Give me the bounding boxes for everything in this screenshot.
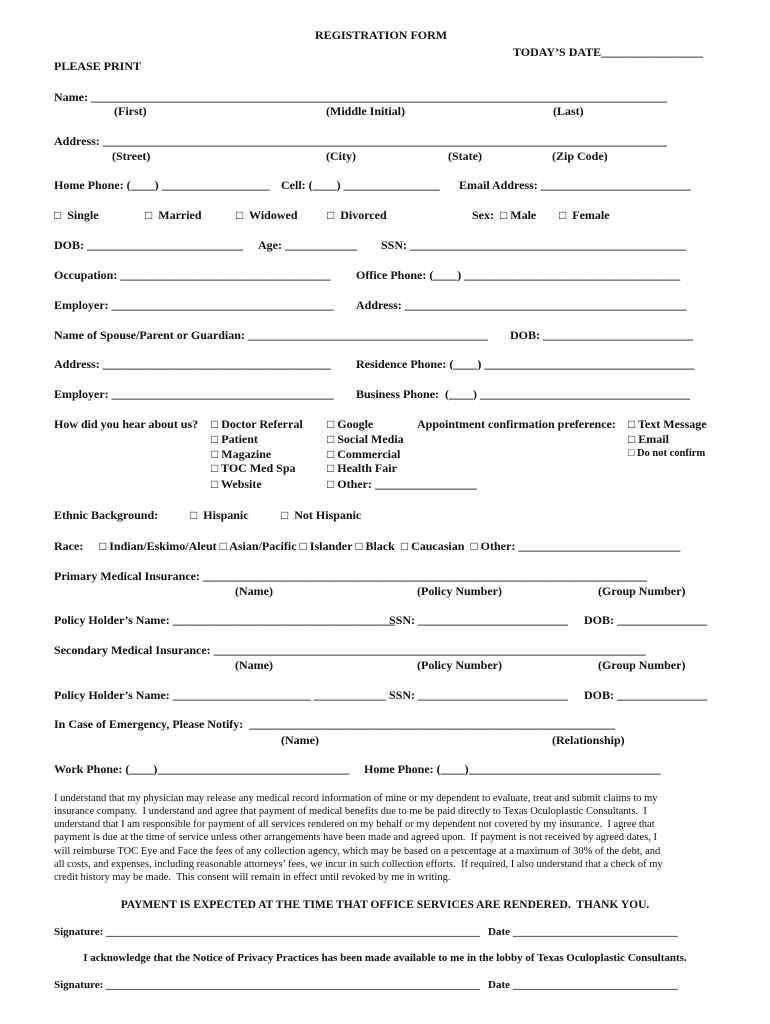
consent-line: will reimburse TOC Eye and Face the fees of any collection agency, which may be based on a percentage at a maximum of 30% of the debt, and	[54, 846, 661, 857]
spouse-name-field[interactable]: Name of Spouse/Parent or Guardian: ________________________________________	[54, 328, 488, 342]
office-phone-field[interactable]: Office Phone: (____) ____________________________________	[356, 268, 681, 282]
confirmation-preference-label: Appointment confirmation preference:	[417, 417, 616, 431]
race-options[interactable]: □ Indian/Eskimo/Aleut □ Asian/Pacific □ Islander □ Black □ Caucasian □ Other: ___________________________	[99, 539, 681, 553]
consent-line: all costs, and expenses, including reasonable attorneys’ fees, we incur in such collection efforts. If required, I also understand that a check of my	[54, 859, 663, 870]
address-field[interactable]: Address: ______________________________________________________________________________________________	[54, 134, 667, 148]
consent-line: understand that I am responsible for payment of all services rendered on my behalf or my dependent not covered by my insurance. I agree that	[54, 819, 655, 830]
referral-google-checkbox[interactable]: □ Google	[327, 417, 374, 431]
referral-doctor-checkbox[interactable]: □ Doctor Referral	[211, 417, 303, 431]
employer-address-field[interactable]: Address: _______________________________________________	[356, 298, 687, 312]
sex-male-checkbox[interactable]: Sex: □ Male	[472, 208, 537, 222]
residence-phone-field[interactable]: Residence Phone: (____) ___________________________________	[356, 357, 695, 371]
consent-line: I understand that my physician may release any medical record information of mine or my dependent to evaluate, treat and submit claims to my	[54, 793, 658, 804]
emergency-name-caption: (Name)	[281, 733, 319, 747]
referral-patient-checkbox[interactable]: □ Patient	[211, 432, 258, 446]
divorced-checkbox[interactable]: □ Divorced	[327, 208, 387, 222]
privacy-acknowledgement: I acknowledge that the Notice of Privacy Practices has been made available to me in the lobby of Texas Oculoplastic Consultants.	[83, 952, 687, 964]
single-checkbox[interactable]: □ Single	[54, 208, 99, 222]
emergency-contact-field[interactable]: In Case of Emergency, Please Notify: _____________________________________________________________	[54, 717, 616, 731]
secondary-holder-dob-field[interactable]: DOB: _______________	[584, 688, 707, 702]
primary-group-caption: (Group Number)	[598, 584, 686, 598]
confirm-email-checkbox[interactable]: □ Email	[628, 432, 669, 446]
business-phone-field[interactable]: Business Phone: (____) ___________________________________	[356, 387, 691, 401]
secondary-holder-ssn-field[interactable]: SSN: _________________________	[389, 688, 569, 702]
email-field[interactable]: Email Address: _________________________	[459, 178, 691, 192]
state-caption: (State)	[448, 149, 482, 163]
sex-female-checkbox[interactable]: □ Female	[559, 208, 610, 222]
secondary-policy-caption: (Policy Number)	[417, 658, 502, 672]
secondary-group-caption: (Group Number)	[598, 658, 686, 672]
ethnic-label: Ethnic Background:	[54, 508, 159, 522]
policy-holder-ssn-field[interactable]: SSN: _________________________	[389, 613, 569, 627]
spouse-employer-field[interactable]: Employer: _____________________________________	[54, 387, 334, 401]
emergency-relationship-caption: (Relationship)	[552, 733, 625, 747]
home-phone-field[interactable]: Home Phone: (____) __________________	[54, 178, 270, 192]
referral-social-checkbox[interactable]: □ Social Media	[327, 432, 404, 446]
referral-commercial-checkbox[interactable]: □ Commercial	[327, 447, 401, 461]
primary-insurance-name-caption: (Name)	[235, 584, 273, 598]
work-phone-field[interactable]: Work Phone: (____)________________________________	[54, 762, 350, 776]
city-caption: (City)	[326, 149, 356, 163]
please-print-label: PLEASE PRINT	[54, 59, 142, 73]
referral-medspa-checkbox[interactable]: □ TOC Med Spa	[211, 461, 296, 475]
privacy-signature-field[interactable]: Signature: ____________________________________________________________________	[54, 979, 481, 991]
married-checkbox[interactable]: □ Married	[145, 208, 202, 222]
primary-policy-caption: (Policy Number)	[417, 584, 502, 598]
widowed-checkbox[interactable]: □ Widowed	[236, 208, 298, 222]
referral-question: How did you hear about us?	[54, 417, 199, 431]
referral-other-checkbox[interactable]: □ Other: _________________	[327, 477, 477, 491]
cell-phone-field[interactable]: Cell: (____) ________________	[281, 178, 440, 192]
not-hispanic-checkbox[interactable]: □ Not Hispanic	[281, 508, 362, 522]
referral-healthfair-checkbox[interactable]: □ Health Fair	[327, 461, 397, 475]
spouse-dob-field[interactable]: DOB: _________________________	[510, 328, 693, 342]
secondary-insurance-field[interactable]: Secondary Medical Insurance: ________________________________________________________________________	[54, 643, 646, 657]
secondary-holder-name-field[interactable]: Policy Holder’s Name: _______________________ ____________	[54, 688, 386, 702]
payment-notice: PAYMENT IS EXPECTED AT THE TIME THAT OFFICE SERVICES ARE RENDERED. THANK YOU.	[120, 899, 650, 911]
street-caption: (Street)	[112, 149, 151, 163]
spouse-address-field[interactable]: Address: ______________________________________	[54, 357, 331, 371]
emergency-home-phone-field[interactable]: Home Phone: (____)________________________________	[364, 762, 661, 776]
secondary-insurance-name-caption: (Name)	[235, 658, 273, 672]
form-title: REGISTRATION FORM	[315, 28, 448, 42]
privacy-date-field[interactable]: Date ______________________________	[488, 979, 678, 991]
confirm-text-checkbox[interactable]: □ Text Message	[628, 417, 707, 431]
employer-field[interactable]: Employer: _____________________________________	[54, 298, 334, 312]
name-field[interactable]: Name: ________________________________________________________________________________________________	[54, 90, 667, 104]
confirm-none-checkbox[interactable]: □ Do not confirm	[628, 448, 706, 459]
age-field[interactable]: Age: ____________	[258, 238, 357, 252]
referral-website-checkbox[interactable]: □ Website	[211, 477, 262, 491]
policy-holder-dob-field[interactable]: DOB: _______________	[584, 613, 707, 627]
todays-date-field[interactable]: TODAY’S DATE_________________	[513, 45, 704, 59]
referral-magazine-checkbox[interactable]: □ Magazine	[211, 447, 272, 461]
middle-initial-caption: (Middle Initial)	[326, 104, 406, 118]
first-name-caption: (First)	[114, 104, 147, 118]
last-name-caption: (Last)	[553, 104, 584, 118]
consent-line: credit history may be made. This consent will remain in effect until revoked by me in writing.	[54, 872, 451, 883]
consent-line: insurance company. I understand and agree that payment of medical benefits due to me be paid directly to Texas Oculoplastic Consultants. I	[54, 806, 647, 817]
signature-field[interactable]: Signature: ____________________________________________________________________	[54, 926, 481, 938]
primary-insurance-field[interactable]: Primary Medical Insurance: __________________________________________________________________________	[54, 569, 647, 583]
zip-caption: (Zip Code)	[552, 149, 608, 163]
policy-holder-name-field[interactable]: Policy Holder’s Name: _____________________________________	[54, 613, 395, 627]
signature-date-field[interactable]: Date ______________________________	[488, 926, 678, 938]
hispanic-checkbox[interactable]: □ Hispanic	[190, 508, 249, 522]
dob-field[interactable]: DOB: __________________________	[54, 238, 243, 252]
ssn-field[interactable]: SSN: ______________________________________________	[381, 238, 687, 252]
occupation-field[interactable]: Occupation: ___________________________________	[54, 268, 331, 282]
consent-line: payment is due at the time of service unless other arrangements have been made and agreed upon. If payment is not received by agreed dates, I	[54, 832, 657, 843]
race-label: Race:	[54, 539, 84, 553]
